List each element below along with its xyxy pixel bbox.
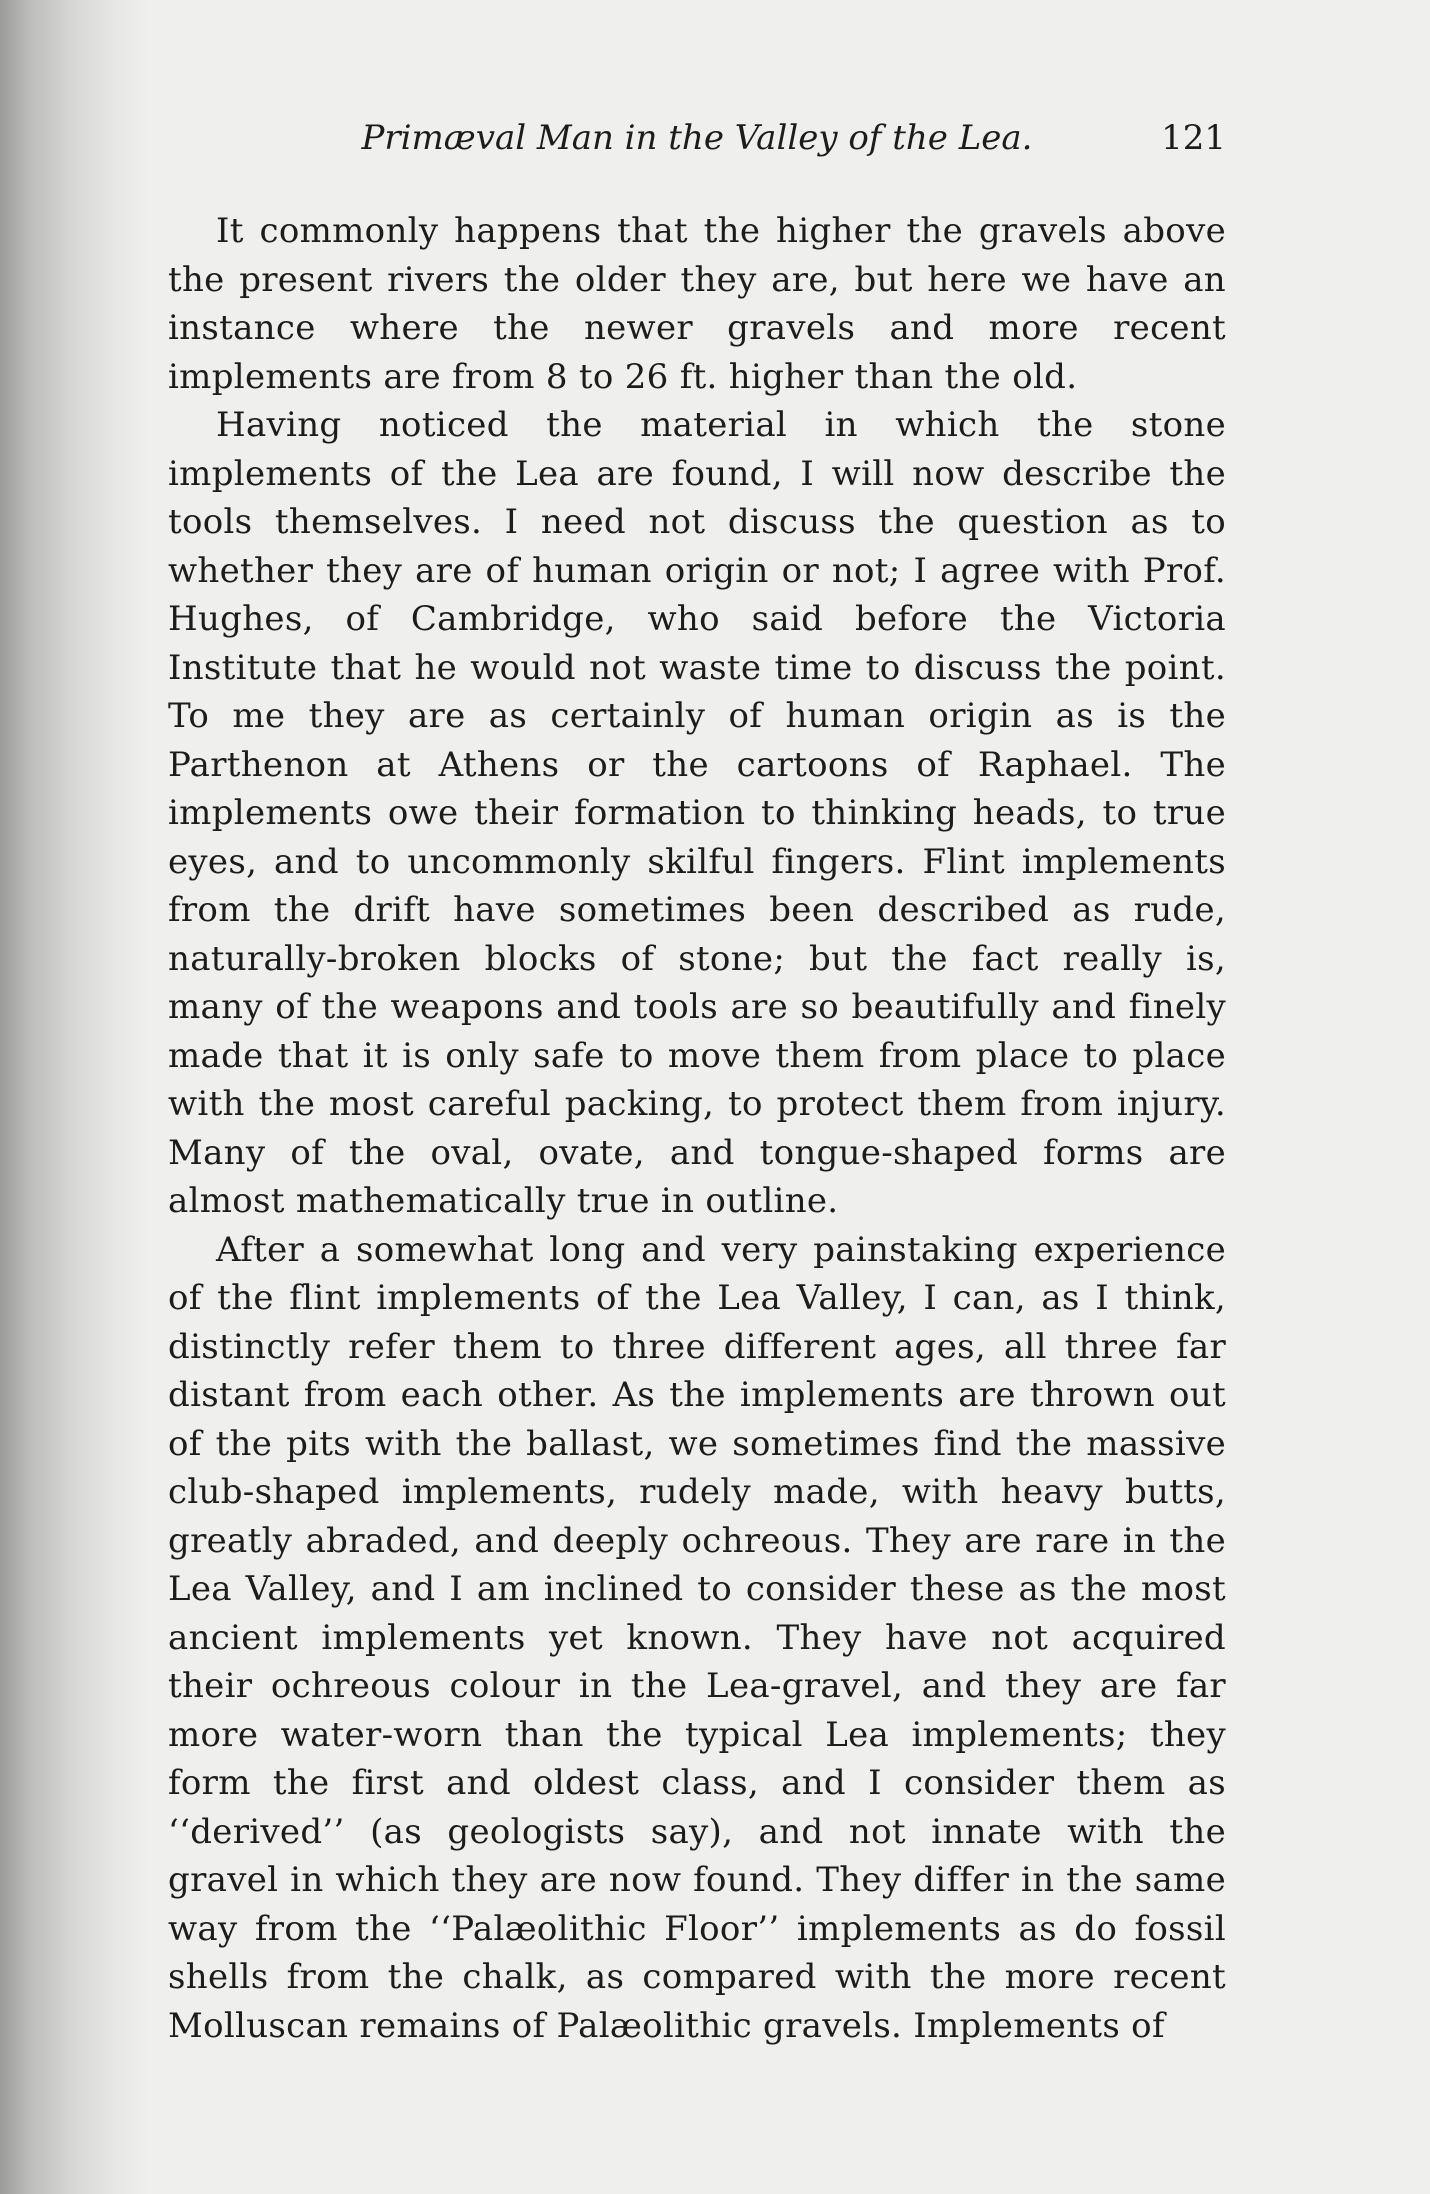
paragraph-1: It commonly happens that the higher the gravels above the present rivers the older they are, but here we have an instance where the newer gravels and more recent implements are from 8 to 26 ft. higher than the old. — [168, 211, 1226, 397]
running-head-title: Primæval Man in the Valley of the Lea. — [361, 118, 1033, 158]
paragraph-2: Having noticed the material in which the stone implements of the Lea are found, I will now describe the tools themselves. I need not discuss the question as to whether they are of human origin or not; I agree with Prof. Hughes, of Cambridge, who said before the Victoria Institute that he would not waste time to discuss the point. To me they are as certainly of human origin as is the Parthenon at Athens or the cartoons of Raphael. The implements owe their formation to thinking heads, to true eyes, and to uncommonly skilful fingers. Flint implements from the drift have sometimes been described as rude, naturally-broken blocks of stone; but the fact really is, many of the weapons and tools are so beautifully and finely made that it is only safe to move them from place to place with the most careful packing, to protect them from injury. Many of the oval, ovate, and tongue-shaped forms are almost mathematically true in outline. — [168, 405, 1226, 1221]
paragraph-3: After a somewhat long and very painstaking experience of the flint implements of the Lea Valley, I can, as I think, distinctly refer them to three different ages, all three far distant from each other. As the implements are thrown out of the pits with the ballast, we sometimes find the massive club-shaped implements, rudely made, with heavy butts, greatly abraded, and deeply ochreous. They are rare in the Lea Valley, and I am inclined to consider these as the most ancient implements yet known. They have not acquired their ochreous colour in the Lea-gravel, and they are far more water-worn than the typical Lea implements; they form the first and oldest class, and I consider them as ‘‘derived’’ (as geologists say), and not innate with the gravel in which they are now found. They differ in the same way from the ‘‘Palæolithic Floor’’ implements as do fossil shells from the chalk, as compared with the more recent Molluscan remains of Palæolithic gravels. Implements of — [168, 1229, 1226, 2046]
body-text — [168, 207, 1226, 2050]
page-number: 121 — [1161, 118, 1226, 158]
book-page — [168, 118, 1226, 2050]
running-head — [168, 118, 1226, 168]
binding-gutter-shadow — [0, 0, 150, 2194]
